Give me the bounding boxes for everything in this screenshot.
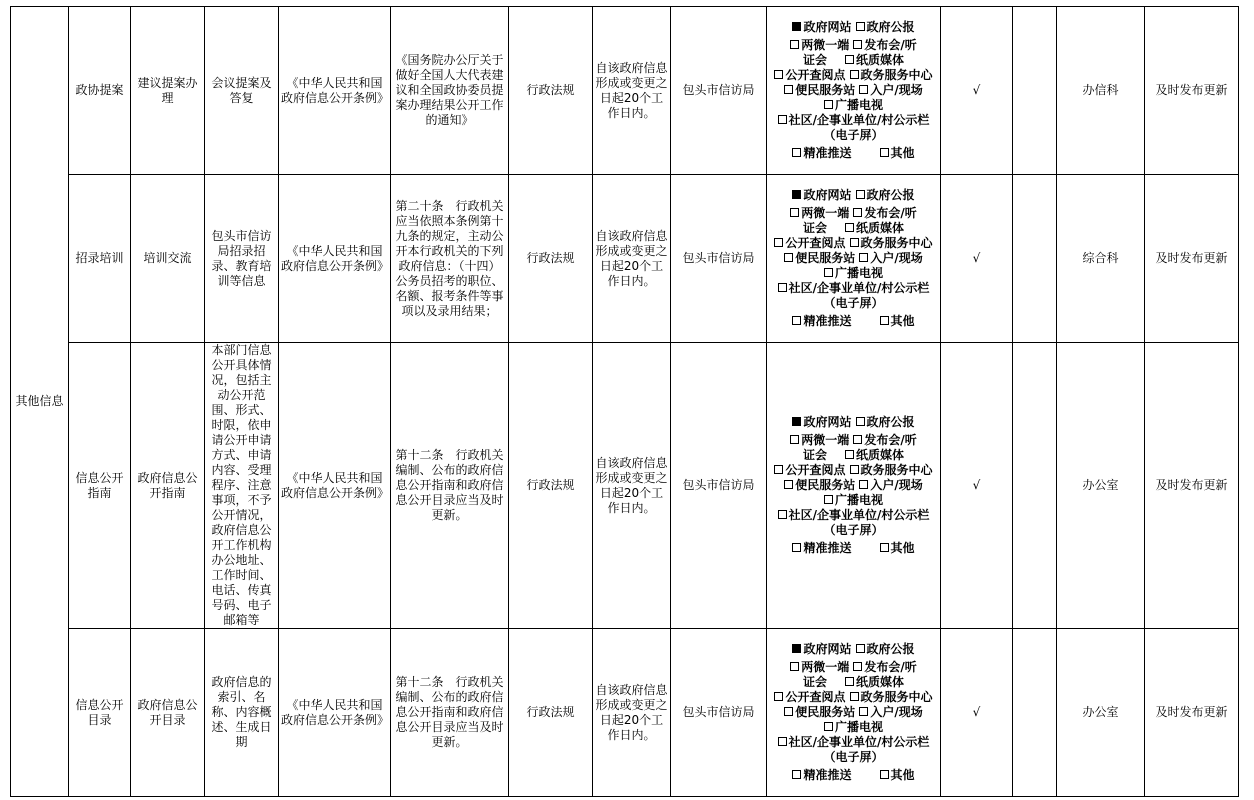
- item-cell: 政府信息公开目录: [131, 629, 205, 797]
- checkbox-icon: [774, 70, 783, 79]
- checkbox-icon: [850, 692, 859, 701]
- subcategory-cell: 政协提案: [69, 7, 131, 175]
- subcategory-cell: 信息公开指南: [69, 343, 131, 629]
- type-cell: 行政法规: [509, 343, 593, 629]
- channels-cell: 政府网站 政府公报 两微一端 发布会/听 证会 纸质媒体 公开查阅点 政务服务中心 便民服务站 入户/现场 广播电视 社区/企事业单位/村公示栏 （电子屏） 精准推送 其他: [767, 343, 941, 629]
- subcategory-cell: 招录培训: [69, 175, 131, 343]
- table-row: [11, 629, 1239, 797]
- subject-cell: 包头市信访局: [671, 7, 767, 175]
- checkbox-icon: [859, 480, 868, 489]
- checked-box-icon: [792, 22, 801, 31]
- time-limit-cell: 自该政府信息形成或变更之日起20个工作日内。: [593, 175, 671, 343]
- check-mark-cell: √: [941, 343, 1013, 629]
- checkbox-icon: [856, 190, 865, 199]
- check-mark-cell: √: [941, 629, 1013, 797]
- channels-cell: 政府网站 政府公报 两微一端 发布会/听 证会 纸质媒体 公开查阅点 政务服务中心 便民服务站 入户/现场 广播电视 社区/企事业单位/村公示栏 （电子屏） 精准推送 其他: [767, 629, 941, 797]
- subject-cell: 包头市信访局: [671, 343, 767, 629]
- channels-cell: 政府网站 政府公报 两微一端 发布会/听 证会 纸质媒体 公开查阅点 政务服务中心 便民服务站 入户/现场 广播电视 社区/企事业单位/村公示栏 （电子屏） 精准推送 其他: [767, 7, 941, 175]
- basis-cell: 《中华人民共和国政府信息公开条例》: [279, 175, 391, 343]
- empty-cell: [1013, 343, 1057, 629]
- provision-cell: 《国务院办公厅关于做好全国人大代表建议和全国政协委员提案办理结果公开工作的通知》: [391, 7, 509, 175]
- subject-cell: 包头市信访局: [671, 629, 767, 797]
- checkbox-icon: [790, 435, 799, 444]
- time-limit-cell: 自该政府信息形成或变更之日起20个工作日内。: [593, 7, 671, 175]
- checkbox-icon: [824, 268, 833, 277]
- checkbox-icon: [774, 238, 783, 247]
- checkbox-icon: [853, 435, 862, 444]
- department-cell: 综合科: [1057, 175, 1145, 343]
- checkbox-icon: [778, 283, 787, 292]
- department-cell: 办公室: [1057, 343, 1145, 629]
- subcategory-cell: 信息公开目录: [69, 629, 131, 797]
- time-limit-cell: 自该政府信息形成或变更之日起20个工作日内。: [593, 343, 671, 629]
- checkbox-icon: [880, 316, 889, 325]
- checkbox-icon: [859, 253, 868, 262]
- content-cell: 本部门信息公开具体情况，包括主动公开范围、形式、时限，依申请公开申请方式、申请内容、受理程序、注意事项，不予公开情况，政府信息公开工作机构办公地址、工作时间、电话、传真号码、电子邮箱等: [205, 343, 279, 629]
- provision-cell: 第十二条 行政机关编制、公布的政府信息公开指南和政府信息公开目录应当及时更新。: [391, 343, 509, 629]
- checkbox-icon: [792, 543, 801, 552]
- empty-cell: [1013, 175, 1057, 343]
- checkbox-icon: [778, 115, 787, 124]
- checkbox-icon: [790, 662, 799, 671]
- checked-box-icon: [792, 417, 801, 426]
- update-cell: 及时发布更新: [1145, 343, 1239, 629]
- time-limit-cell: 自该政府信息形成或变更之日起20个工作日内。: [593, 629, 671, 797]
- checkbox-icon: [859, 707, 868, 716]
- checkbox-icon: [853, 208, 862, 217]
- provision-cell: 第十二条 行政机关编制、公布的政府信息公开指南和政府信息公开目录应当及时更新。: [391, 629, 509, 797]
- checkbox-icon: [778, 737, 787, 746]
- item-cell: 政府信息公开指南: [131, 343, 205, 629]
- checkbox-icon: [850, 70, 859, 79]
- checkbox-icon: [845, 223, 854, 232]
- item-cell: 培训交流: [131, 175, 205, 343]
- checkbox-icon: [845, 55, 854, 64]
- type-cell: 行政法规: [509, 175, 593, 343]
- basis-cell: 《中华人民共和国政府信息公开条例》: [279, 629, 391, 797]
- department-cell: 办公室: [1057, 629, 1145, 797]
- disclosure-table: [10, 6, 1239, 797]
- subject-cell: 包头市信访局: [671, 175, 767, 343]
- checkbox-icon: [824, 495, 833, 504]
- checkbox-icon: [859, 85, 868, 94]
- checkbox-icon: [774, 692, 783, 701]
- type-cell: 行政法规: [509, 7, 593, 175]
- checkbox-icon: [784, 480, 793, 489]
- checkbox-icon: [856, 644, 865, 653]
- checked-box-icon: [792, 644, 801, 653]
- checkbox-icon: [850, 465, 859, 474]
- checkbox-icon: [845, 677, 854, 686]
- basis-cell: 《中华人民共和国政府信息公开条例》: [279, 7, 391, 175]
- checkbox-icon: [853, 662, 862, 671]
- checkbox-icon: [880, 770, 889, 779]
- checkbox-icon: [784, 707, 793, 716]
- basis-cell: 《中华人民共和国政府信息公开条例》: [279, 343, 391, 629]
- checkbox-icon: [792, 316, 801, 325]
- checkbox-icon: [790, 208, 799, 217]
- empty-cell: [1013, 7, 1057, 175]
- table-row: [11, 7, 1239, 175]
- checkbox-icon: [790, 40, 799, 49]
- checkbox-icon: [792, 148, 801, 157]
- item-cell: 建议提案办理: [131, 7, 205, 175]
- content-cell: 包头市信访局招录招录、教育培训等信息: [205, 175, 279, 343]
- checkbox-icon: [774, 465, 783, 474]
- checkbox-icon: [778, 510, 787, 519]
- checkbox-icon: [856, 417, 865, 426]
- checkbox-icon: [845, 450, 854, 459]
- content-cell: 会议提案及答复: [205, 7, 279, 175]
- checkbox-icon: [824, 722, 833, 731]
- check-mark-cell: √: [941, 7, 1013, 175]
- update-cell: 及时发布更新: [1145, 7, 1239, 175]
- checkbox-icon: [792, 770, 801, 779]
- checkbox-icon: [880, 543, 889, 552]
- checkbox-icon: [853, 40, 862, 49]
- table-row: [11, 175, 1239, 343]
- provision-cell: 第二十条 行政机关应当依照本条例第十九条的规定，主动公开本行政机关的下列政府信息：（十四）公务员招考的职位、名额、报考条件等事项以及录用结果；: [391, 175, 509, 343]
- update-cell: 及时发布更新: [1145, 175, 1239, 343]
- table-row: [11, 343, 1239, 629]
- checkbox-icon: [784, 85, 793, 94]
- category-cell: 其他信息: [11, 7, 69, 797]
- checkbox-icon: [784, 253, 793, 262]
- empty-cell: [1013, 629, 1057, 797]
- checkbox-icon: [850, 238, 859, 247]
- department-cell: 办信科: [1057, 7, 1145, 175]
- type-cell: 行政法规: [509, 629, 593, 797]
- checkbox-icon: [880, 148, 889, 157]
- checkbox-icon: [856, 22, 865, 31]
- check-mark-cell: √: [941, 175, 1013, 343]
- checked-box-icon: [792, 190, 801, 199]
- checkbox-icon: [824, 100, 833, 109]
- update-cell: 及时发布更新: [1145, 629, 1239, 797]
- content-cell: 政府信息的索引、名称、内容概述、生成日期: [205, 629, 279, 797]
- channels-cell: 政府网站 政府公报 两微一端 发布会/听 证会 纸质媒体 公开查阅点 政务服务中心 便民服务站 入户/现场 广播电视 社区/企事业单位/村公示栏 （电子屏） 精准推送 其他: [767, 175, 941, 343]
